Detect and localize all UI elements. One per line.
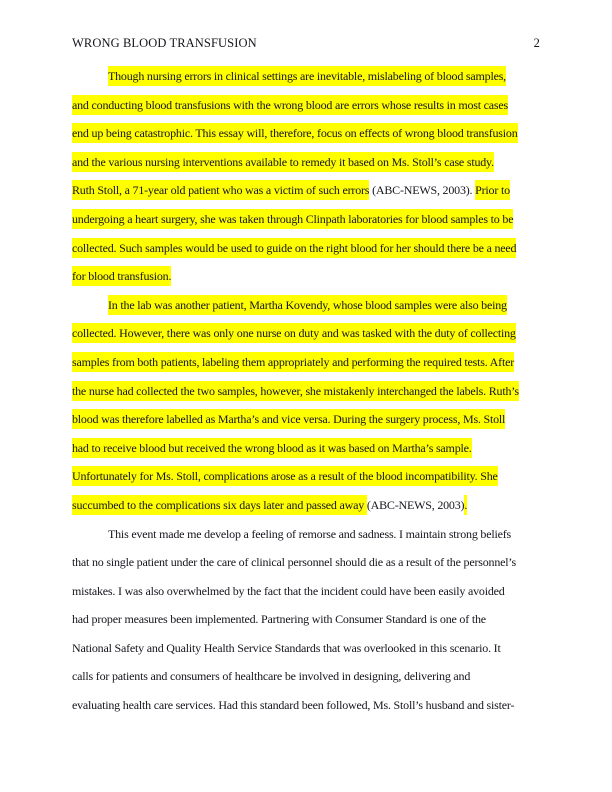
plain-text: that no single patient under the care of clinical personnel should die as a result of the personnel’s — [72, 555, 516, 570]
highlighted-text: collected. Such samples would be used to guide on the right blood for her should there be a need — [72, 238, 516, 258]
document-body — [72, 62, 546, 720]
text-line — [72, 605, 546, 634]
plain-text: National Safety and Quality Health Service Standards that was overlooked in this scenario. It — [72, 640, 501, 655]
highlighted-text: and conducting blood transfusions with the wrong blood are errors whose results in most cases — [72, 95, 508, 115]
highlighted-text: undergoing a heart surgery, she was taken through Clinpath laboratories for blood samples to be — [72, 209, 513, 229]
text-line — [72, 62, 546, 91]
highlighted-text: had to receive blood but received the wrong blood as it was based on Martha’s sample. — [72, 438, 472, 458]
plain-text: mistakes. I was also overwhelmed by the fact that the incident could have been easily avoided — [72, 583, 505, 598]
text-line — [72, 234, 546, 263]
highlighted-text: In the lab was another patient, Martha Kovendy, whose blood samples were also being — [108, 295, 507, 315]
text-line — [72, 319, 546, 348]
highlighted-text: blood was therefore labelled as Martha’s and vice versa. During the surgery process, Ms. Stoll — [72, 409, 505, 429]
text-line — [72, 262, 546, 291]
highlighted-text: Unfortunately for Ms. Stoll, complications arose as a result of the blood incompatibility. She — [72, 466, 498, 486]
highlighted-text: . — [464, 495, 467, 515]
highlighted-text: samples from both patients, labeling them appropriately and performing the required tests. After — [72, 352, 514, 372]
text-line — [72, 634, 546, 663]
text-line — [72, 548, 546, 577]
highlighted-text: Ruth Stoll, a 71-year old patient who was a victim of such errors — [72, 180, 369, 200]
text-line — [72, 348, 546, 377]
plain-text: had proper measures been implemented. Partnering with Consumer Standard is one of the — [72, 612, 486, 627]
text-line — [72, 405, 546, 434]
page-number: 2 — [533, 36, 540, 50]
text-line — [72, 662, 546, 691]
text-line — [72, 434, 546, 463]
text-line — [72, 291, 546, 320]
highlighted-text: and the various nursing interventions available to remedy it based on Ms. Stoll’s case study. — [72, 152, 494, 172]
text-line — [72, 148, 546, 177]
text-line — [72, 691, 546, 720]
highlighted-text: for blood transfusion. — [72, 266, 171, 286]
text-line — [72, 119, 546, 148]
text-line — [72, 491, 546, 520]
plain-text: This event made me develop a feeling of remorse and sadness. I maintain strong beliefs — [108, 526, 511, 541]
text-line — [72, 176, 546, 205]
plain-text: evaluating health care services. Had this standard been followed, Ms. Stoll’s husband and sister- — [72, 698, 515, 713]
highlighted-text: Prior to — [475, 180, 510, 200]
text-line — [72, 205, 546, 234]
text-line — [72, 377, 546, 406]
text-line — [72, 577, 546, 606]
plain-text: (ABC-NEWS, 2003). — [369, 183, 476, 198]
highlighted-text: Though nursing errors in clinical settings are inevitable, mislabeling of blood samples, — [108, 66, 506, 86]
text-line — [72, 462, 546, 491]
highlighted-text: end up being catastrophic. This essay will, therefore, focus on effects of wrong blood transfusion — [72, 123, 518, 143]
text-line — [72, 520, 546, 549]
highlighted-text: collected. However, there was only one nurse on duty and was tasked with the duty of collecting — [72, 323, 516, 343]
plain-text: calls for patients and consumers of healthcare be involved in designing, delivering and — [72, 669, 471, 684]
running-head-title: WRONG BLOOD TRANSFUSION — [72, 36, 257, 50]
plain-text: (ABC-NEWS, 2003) — [366, 497, 465, 512]
highlighted-text: the nurse had collected the two samples, however, she mistakenly interchanged the labels. Ruth’s — [72, 381, 519, 401]
text-line — [72, 91, 546, 120]
highlighted-text: succumbed to the complications six days later and passed away — [72, 495, 367, 515]
running-header — [72, 36, 540, 51]
